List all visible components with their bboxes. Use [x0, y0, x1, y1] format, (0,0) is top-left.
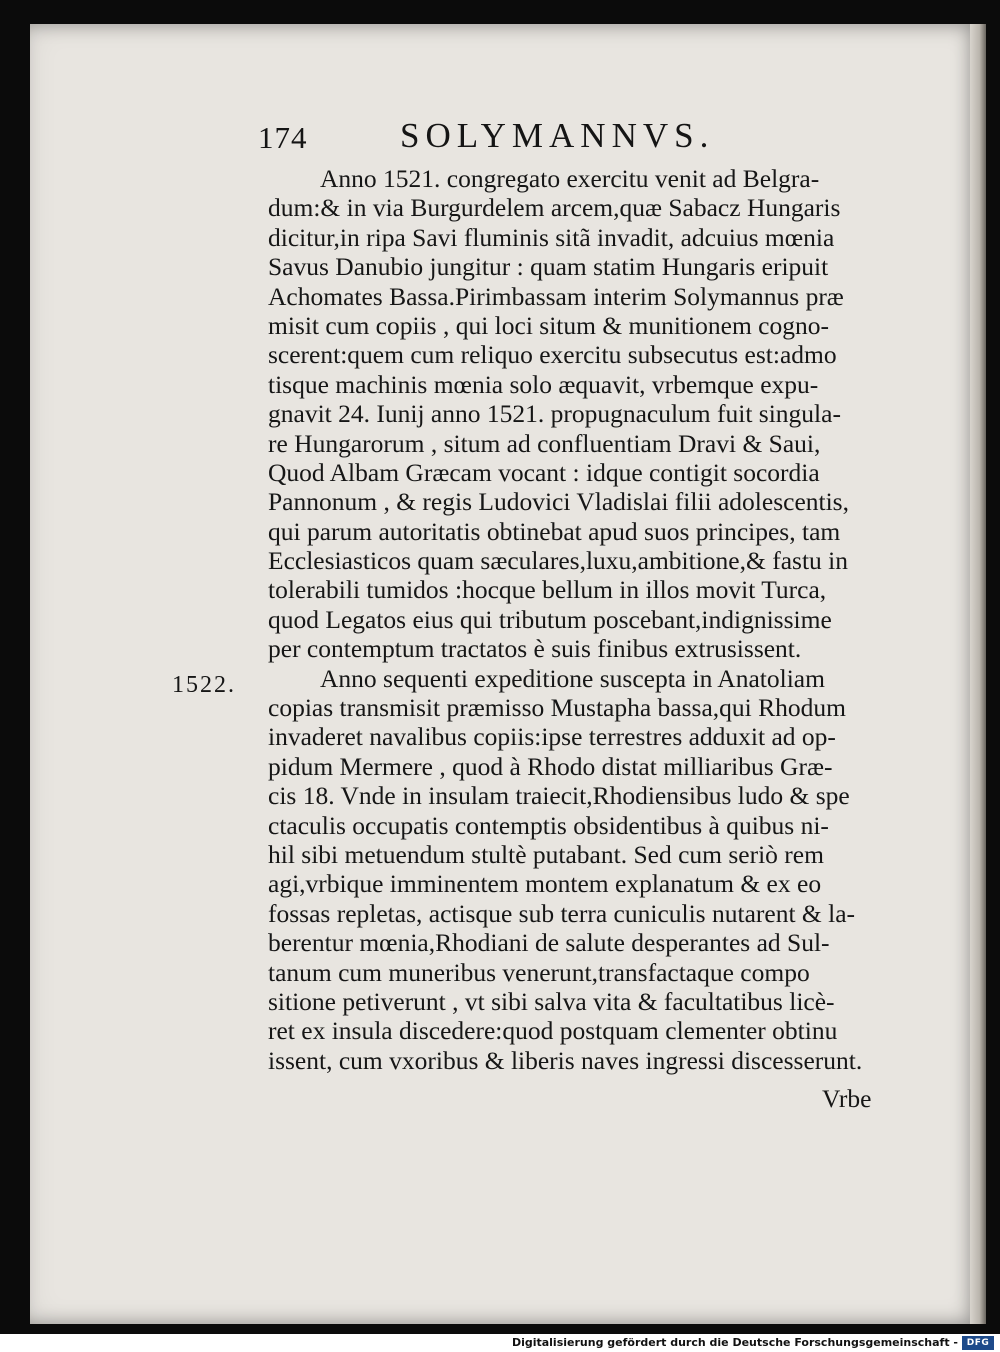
text-line: ctaculis occupatis contemptis obsidentibus à quibus ni- — [268, 810, 829, 840]
text-line: fossas repletas, actisque sub terra cuniculis nutarent & la- — [268, 898, 856, 928]
text-line: tolerabili tumidos :hocque bellum in illos movit Turca, — [268, 575, 827, 605]
text-line: cis 18. Vnde in insulam traiecit,Rhodiensibus ludo & spe — [268, 781, 850, 811]
text-line: agi,vrbique imminentem montem explanatum & ex eo — [268, 869, 822, 899]
body-text — [268, 164, 898, 1075]
text-line: issent, cum vxoribus & liberis naves ingressi discesserunt. — [268, 1045, 863, 1075]
text-line: quod Legatos eius qui tributum poscebant,indignissime — [268, 604, 832, 634]
text-line: tisque machinis mœnia solo æquavit, vrbemque expu- — [268, 369, 819, 399]
text-line: pidum Mermere , quod à Rhodo distat milliaribus Græ- — [268, 751, 833, 781]
page-header — [258, 112, 898, 162]
text-line: ret ex insula discedere:quod postquam clementer obtinu — [268, 1016, 838, 1046]
text-line: per contemptum tractatos è suis finibus extrusissent. — [268, 634, 802, 664]
text-line: copias transmisit præmisso Mustapha bassa,qui Rhodum — [268, 693, 846, 723]
text-line: Quod Albam Græcam vocant : idque contigit socordia — [268, 457, 820, 487]
text-line: invaderet navalibus copiis:ipse terrestres adduxit ad op- — [268, 722, 836, 752]
text-line: dicitur,in ripa Savi fluminis sitã invadit, adcuius mœnia — [268, 222, 835, 252]
digitization-footer — [0, 1334, 1000, 1352]
catchword: Vrbe — [822, 1084, 872, 1113]
text-line: Anno sequenti expeditione suscepta in Anatoliam — [320, 663, 825, 693]
text-line: misit cum copiis , qui loci situm & munitionem cogno- — [268, 310, 829, 340]
dfg-logo-icon: DFG — [962, 1336, 994, 1350]
text-line: Pannonum , & regis Ludovici Vladislai filii adolescentis, — [268, 487, 849, 517]
text-line: tanum cum muneribus venerunt,transfactaque compo — [268, 957, 810, 987]
text-line: Ecclesiasticos quam sæculares,luxu,ambitione,& fastu in — [268, 546, 848, 576]
text-line: Achomates Bassa.Pirimbassam interim Solymannus præ — [268, 281, 844, 311]
text-line: re Hungarorum , situm ad confluentiam Dravi & Saui, — [268, 428, 821, 458]
text-line: hil sibi metuendum stultè putabant. Sed cum seriò rem — [268, 839, 824, 869]
funding-credit: Digitalisierung gefördert durch die Deutsche Forschungsgemeinschaft - — [511, 1336, 958, 1349]
text-line: sitione petiverunt , vt sibi salva vita & facultatibus licè- — [268, 986, 835, 1016]
text-line: scerent:quem cum reliquo exercitu subsecutus est:admo — [268, 340, 837, 370]
text-line: Savus Danubio jungitur : quam statim Hungaris eripuit — [268, 252, 829, 282]
text-line: gnavit 24. Iunij anno 1521. propugnaculum fuit singula- — [268, 399, 841, 429]
text-line: qui parum autoritatis obtinebat apud suos principes, tam — [268, 516, 841, 546]
page-edge — [970, 24, 986, 1324]
text-line: dum:& in via Burgurdelem arcem,quæ Sabacz Hungaris — [268, 193, 841, 223]
margin-note-year: 1522. — [172, 672, 236, 698]
running-title: SOLYMANNVS. — [400, 116, 715, 155]
folio-number: 174 — [258, 120, 308, 155]
text-line: berentur mœnia,Rhodiani de salute desperantes ad Sul- — [268, 928, 830, 958]
text-line: Anno 1521. congregato exercitu venit ad Belgra- — [320, 164, 820, 193]
